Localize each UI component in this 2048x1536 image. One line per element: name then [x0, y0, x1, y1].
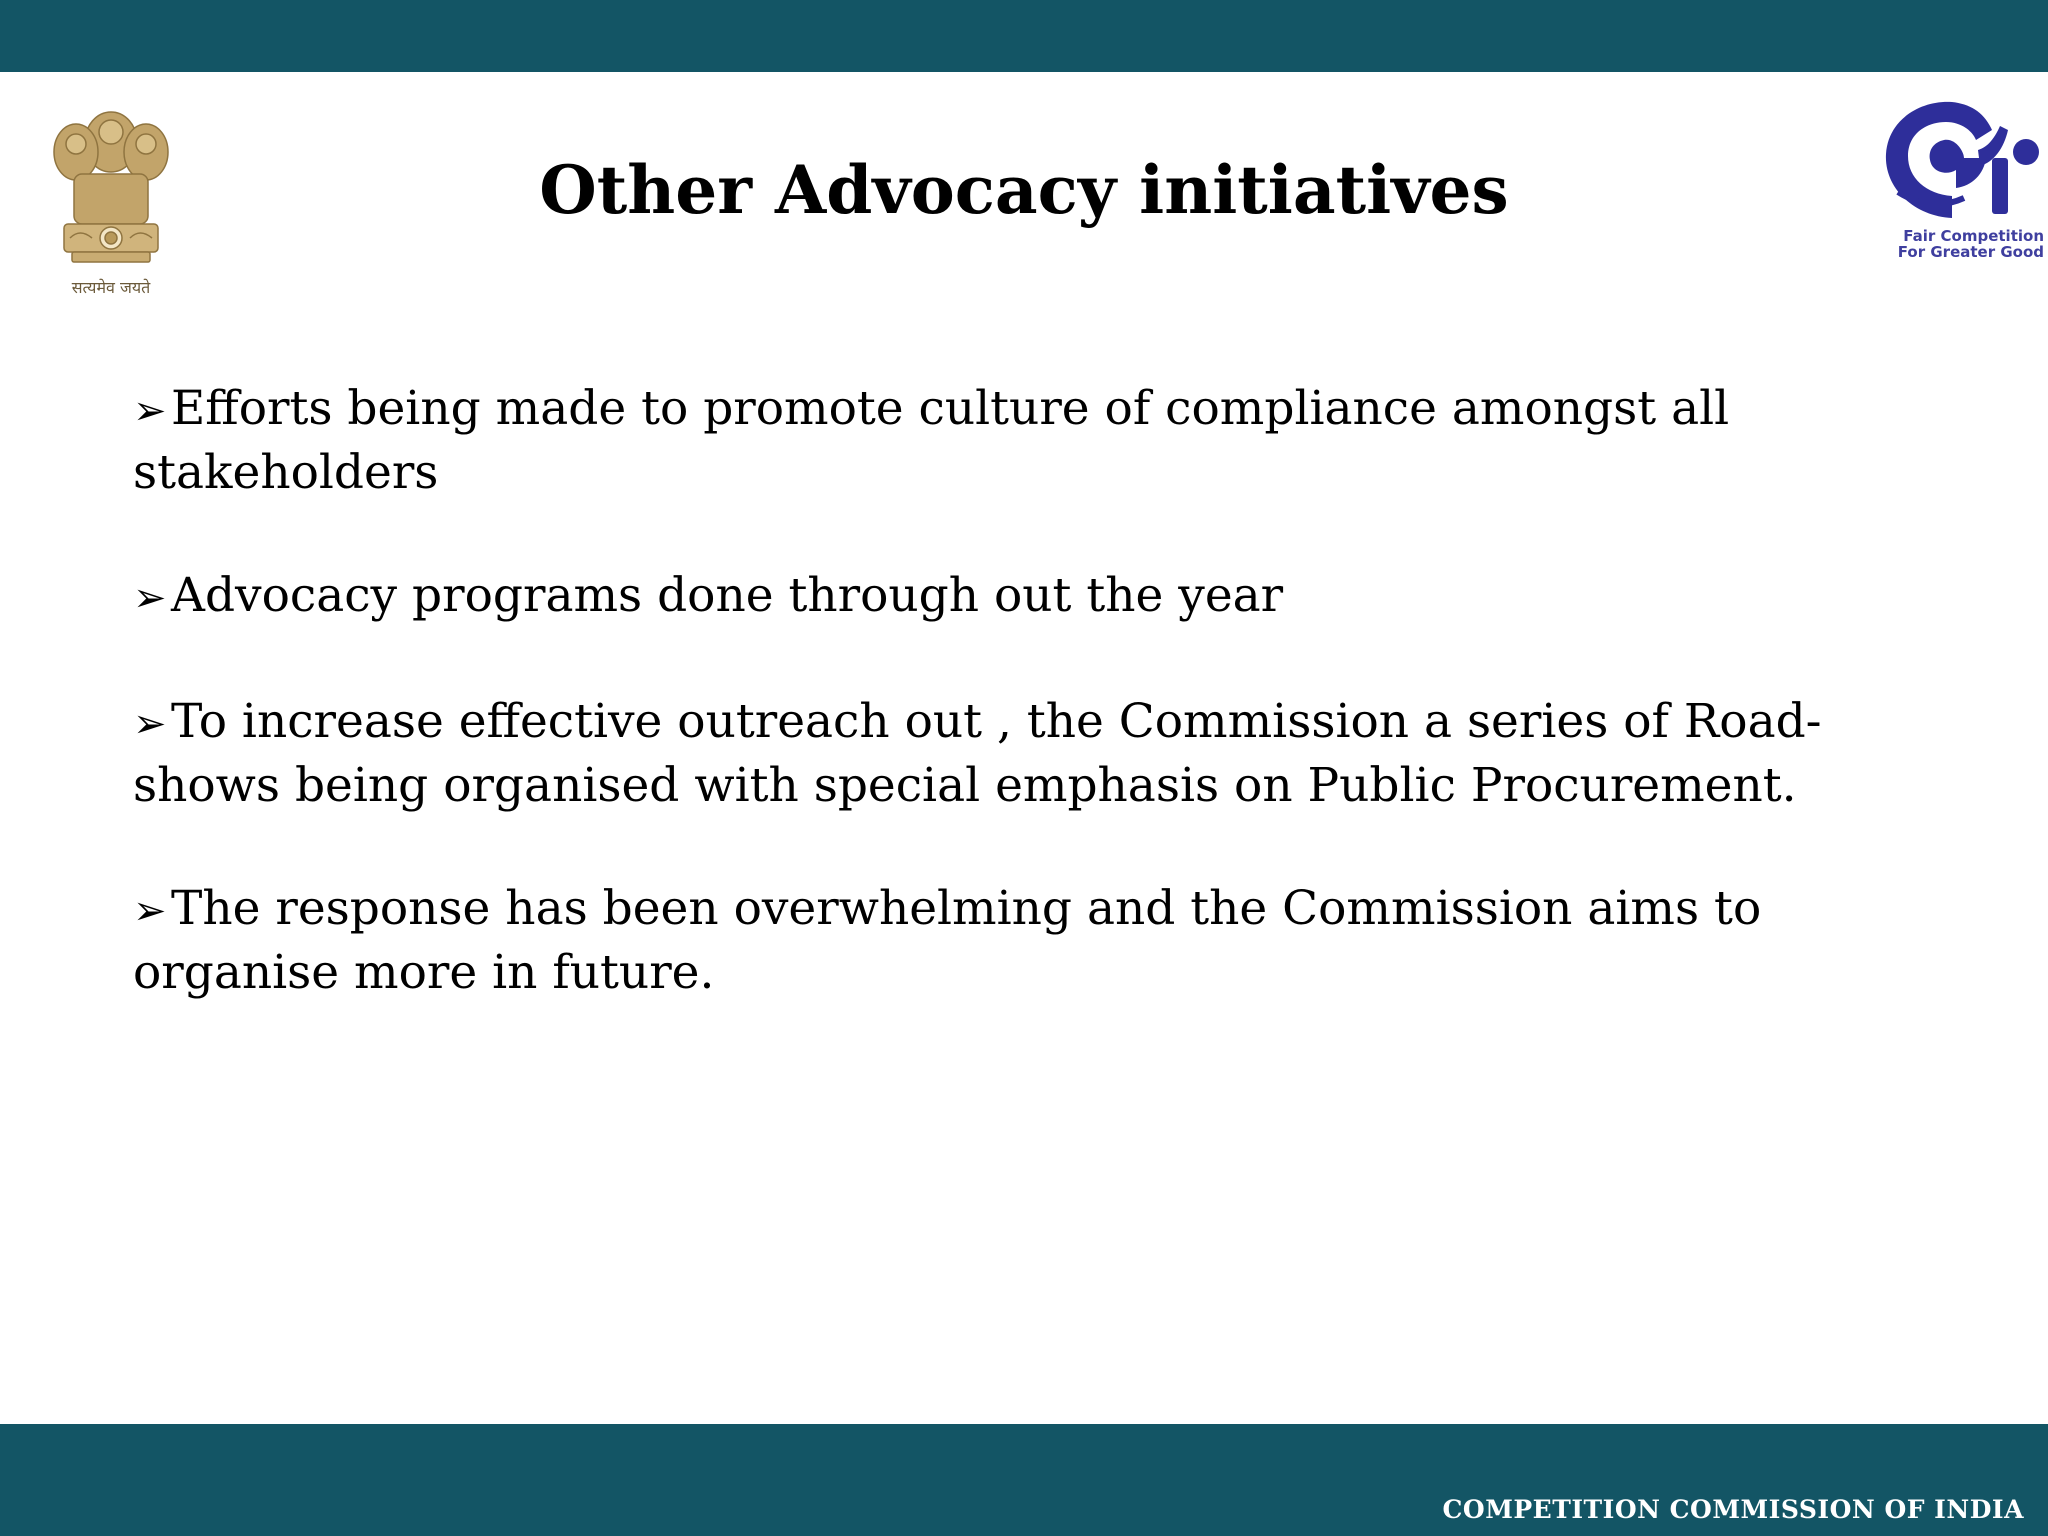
arrow-bullet-icon: ➢ — [133, 888, 167, 934]
top-band — [0, 0, 2048, 72]
slide-title: Other Advocacy initiatives — [539, 151, 1509, 229]
cci-logo-icon — [1880, 96, 2040, 226]
bullet-text: Advocacy programs done through out the year — [171, 568, 1284, 623]
cci-tagline — [1880, 228, 2044, 260]
cci-tagline-line2: For Greater Good — [1897, 243, 2044, 261]
bullet-text: To increase effective outreach out , the Commission a series of Road-shows being organised with special emphasis on Public Procurement. — [133, 694, 1822, 813]
bullet-text: The response has been overwhelming and the Commission aims to organise more in future. — [133, 881, 1762, 1000]
bullet-item — [133, 565, 1933, 629]
footer-organisation: COMPETITION COMMISSION OF INDIA — [1442, 1495, 2024, 1524]
bullet-item — [133, 878, 1933, 1003]
bullet-list — [133, 378, 1933, 1065]
cci-tagline-line1: Fair Competition — [1903, 227, 2044, 245]
bottom-band — [0, 1424, 2048, 1536]
cci-logo — [1880, 96, 2044, 266]
arrow-bullet-icon: ➢ — [133, 701, 167, 747]
bullet-item — [133, 378, 1933, 503]
bullet-text: Efforts being made to promote culture of compliance amongst all stakeholders — [133, 381, 1730, 500]
bullet-item — [133, 691, 1933, 816]
arrow-bullet-icon: ➢ — [133, 388, 167, 434]
arrow-bullet-icon: ➢ — [133, 575, 167, 621]
emblem-motto: सत्यमेव जयते — [71, 278, 151, 297]
